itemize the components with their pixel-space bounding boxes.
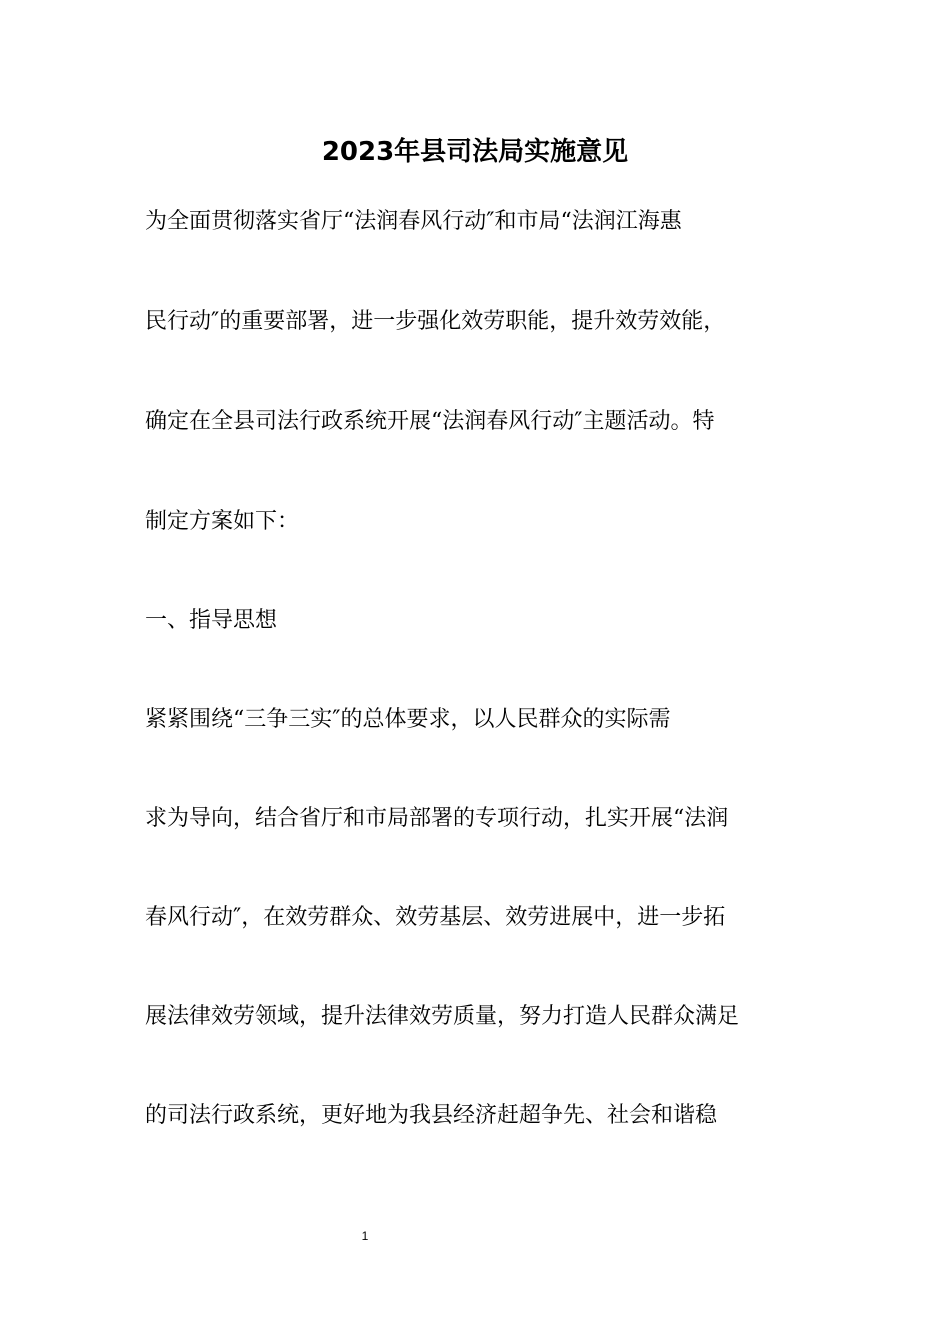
body-line-7: 求为导向，结合省厅和市局部署的专项行动，扎实开展“法润 <box>145 806 729 831</box>
body-line-10: 的司法行政系统，更好地为我县经济赶超争先、社会和谐稳 <box>145 1103 718 1128</box>
body-line-6: 紧紧围绕“三争三实″的总体要求，以人民群众的实际需 <box>145 707 671 732</box>
body-line-9: 展法律效劳领域，提升法律效劳质量，努力打造人民群众满足 <box>145 1004 740 1029</box>
body-line-1: 为全面贯彻落实省厅“法润春风行动″和市局“法润江海惠 <box>145 209 682 234</box>
body-line-8: 春风行动″，在效劳群众、效劳基层、效劳进展中，进一步拓 <box>145 905 726 930</box>
body-line-3: 确定在全县司法行政系统开展“法润春风行动″主题活动。特 <box>145 409 715 434</box>
section-heading-guiding-ideology: 一、指导思想 <box>145 608 278 633</box>
body-line-4: 制定方案如下： <box>145 509 300 534</box>
body-line-2: 民行动″的重要部署，进一步强化效劳职能，提升效劳效能， <box>145 309 726 334</box>
document-title: 2023年县司法局实施意见 <box>321 137 629 167</box>
page-number: 1 <box>361 1229 369 1243</box>
